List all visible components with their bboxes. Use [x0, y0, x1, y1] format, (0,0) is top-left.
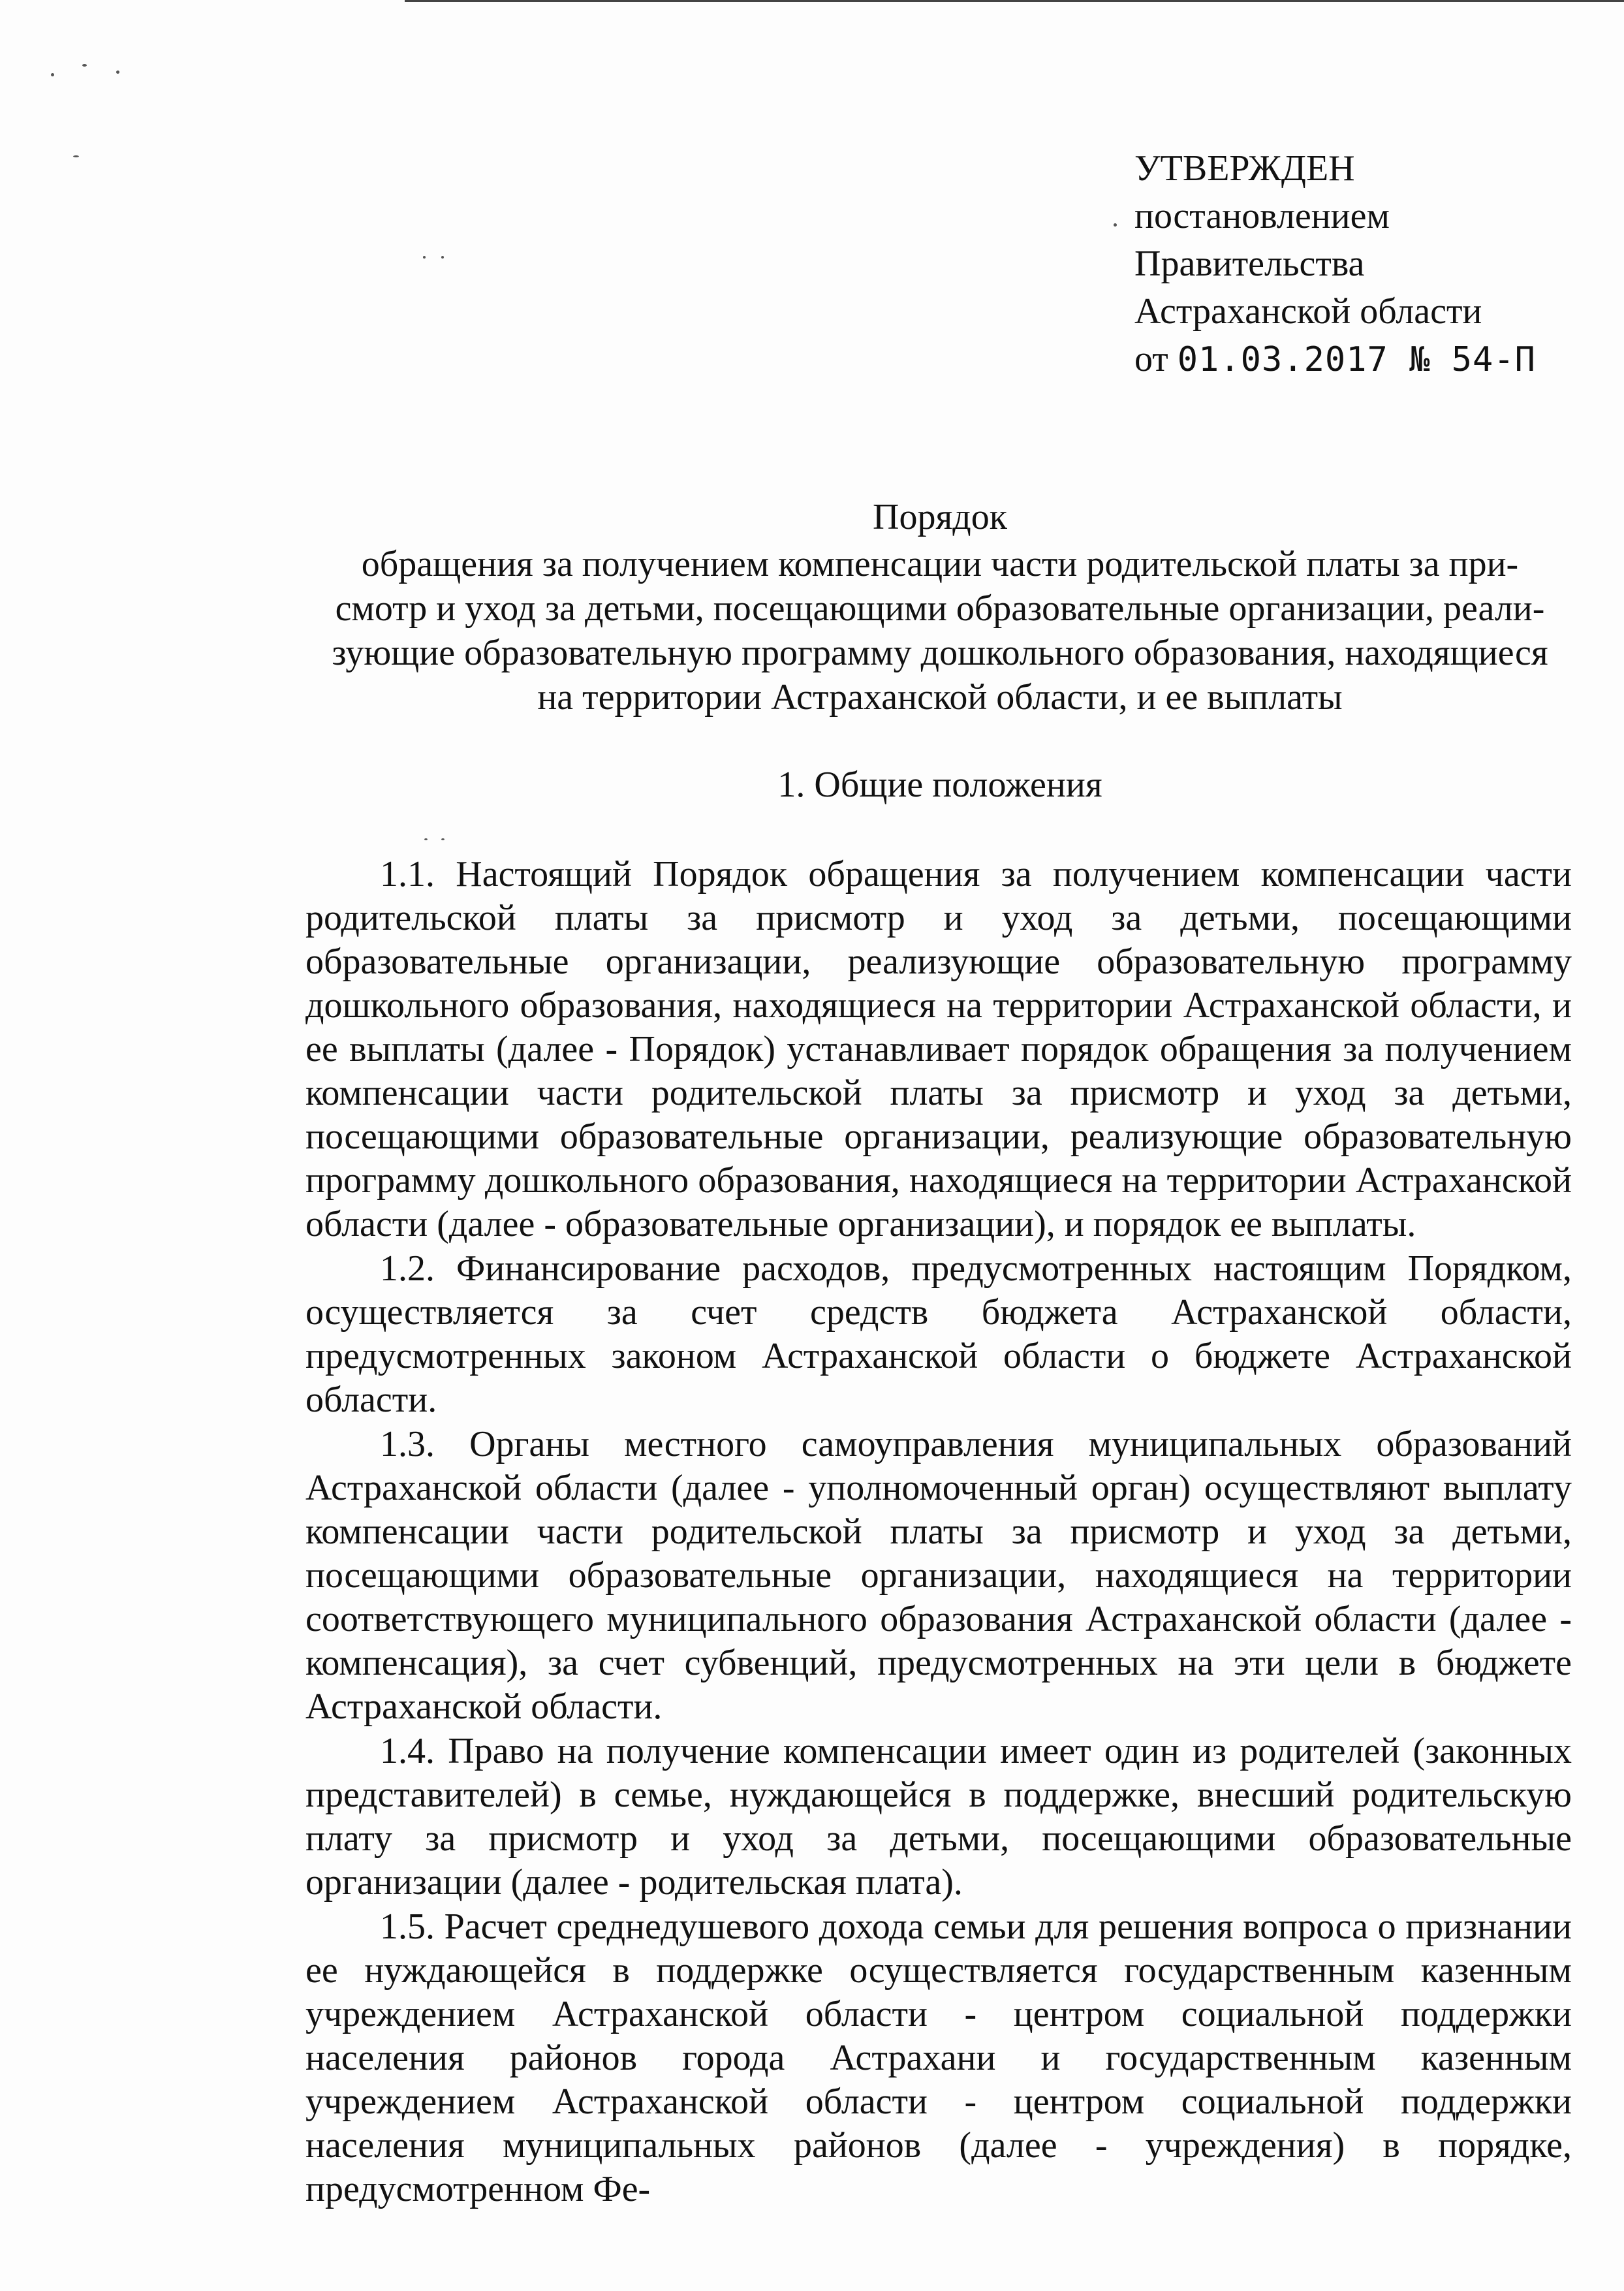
- scan-speck: [51, 73, 54, 76]
- document-subtitle-line: зующие образовательную программу дошкольного образования, находящиеся: [332, 633, 1548, 673]
- approval-region: Астраханской области: [1134, 291, 1482, 332]
- paragraph-1-3: 1.3. Органы местного самоуправления муниципальных образований Астраханской области (далее - уполномоченный орган) осуществляют выплату компенсации части родительской платы за присмотр и уход за детьми, посещающими образовательные организации, находящиеся на территории соответствующего муниципального образования Астраханской области (далее - компенсация), за счет субвенций, предусмотренных на эти цели в бюджете Астраханской области.: [305, 1424, 1572, 1727]
- approval-authority: Правительства: [1134, 244, 1365, 284]
- document-subtitle-line: обращения за получением компенсации части родительской платы за при-: [361, 544, 1519, 584]
- scan-speck: [441, 256, 444, 259]
- approval-stamp-block: [1134, 145, 1591, 384]
- scan-speck: [424, 838, 428, 840]
- scan-speck: [73, 155, 79, 157]
- section-heading: 1. Общие положения: [777, 765, 1102, 805]
- scan-speck: [441, 838, 445, 840]
- approval-date-value: 01.03.2017 № 54-П: [1177, 340, 1536, 379]
- scan-speck: [116, 71, 119, 74]
- scan-speck: [82, 64, 87, 67]
- approval-date-number: [1134, 336, 1591, 384]
- paragraph-1-5: 1.5. Расчет среднедушевого дохода семьи для решения вопроса о признании ее нуждающейся в поддержке осуществляется государственным казенным учреждением Астраханской области - центром социальной поддержки населения районов города Астрахани и государственным казенным учреждением Астраханской области - центром социальной поддержки населения муниципальных районов (далее - учреждения) в порядке, предусмотренном Фе-: [305, 1906, 1572, 2209]
- approval-status: УТВЕРЖДЕН: [1134, 148, 1355, 189]
- approval-date-prefix: от: [1134, 339, 1168, 379]
- document-subtitle-line: смотр и уход за детьми, посещающими образовательные организации, реали-: [335, 588, 1545, 629]
- top-scan-border: [405, 0, 1624, 2]
- paragraph-1-4: 1.4. Право на получение компенсации имеет один из родителей (законных представителей) в семье, нуждающейся в поддержке, внесший родительскую плату за присмотр и уход за детьми, посещающими образовательные организации (далее - родительская плата).: [305, 1731, 1572, 1903]
- paragraph-1-2: 1.2. Финансирование расходов, предусмотренных настоящим Порядком, осуществляется за счет средств бюджета Астраханской области, предусмотренных законом Астраханской области о бюджете Астраханской области.: [305, 1248, 1572, 1420]
- paragraph-1-1: 1.1. Настоящий Порядок обращения за получением компенсации части родительской платы за присмотр и уход за детьми, посещающими образовательные организации, реализующие образовательную программу дошкольного образования, находящиеся на территории Астраханской области, и ее выплаты (далее - Порядок) устанавливает порядок обращения за получением компенсации части родительской платы за присмотр и уход за детьми, посещающими образовательные организации, реализующие образовательную программу дошкольного образования, находящиеся на территории Астраханской области (далее - образовательные организации), и порядок ее выплаты.: [305, 854, 1572, 1244]
- scan-speck: [423, 256, 426, 259]
- approval-act-type: постановлением: [1134, 196, 1390, 236]
- document-title-block: [300, 495, 1580, 719]
- document-title: Порядок: [873, 497, 1007, 537]
- scan-speck: [1114, 223, 1117, 227]
- document-body: [305, 853, 1572, 2212]
- document-subtitle-line: на территории Астраханской области, и ее выплаты: [537, 677, 1343, 718]
